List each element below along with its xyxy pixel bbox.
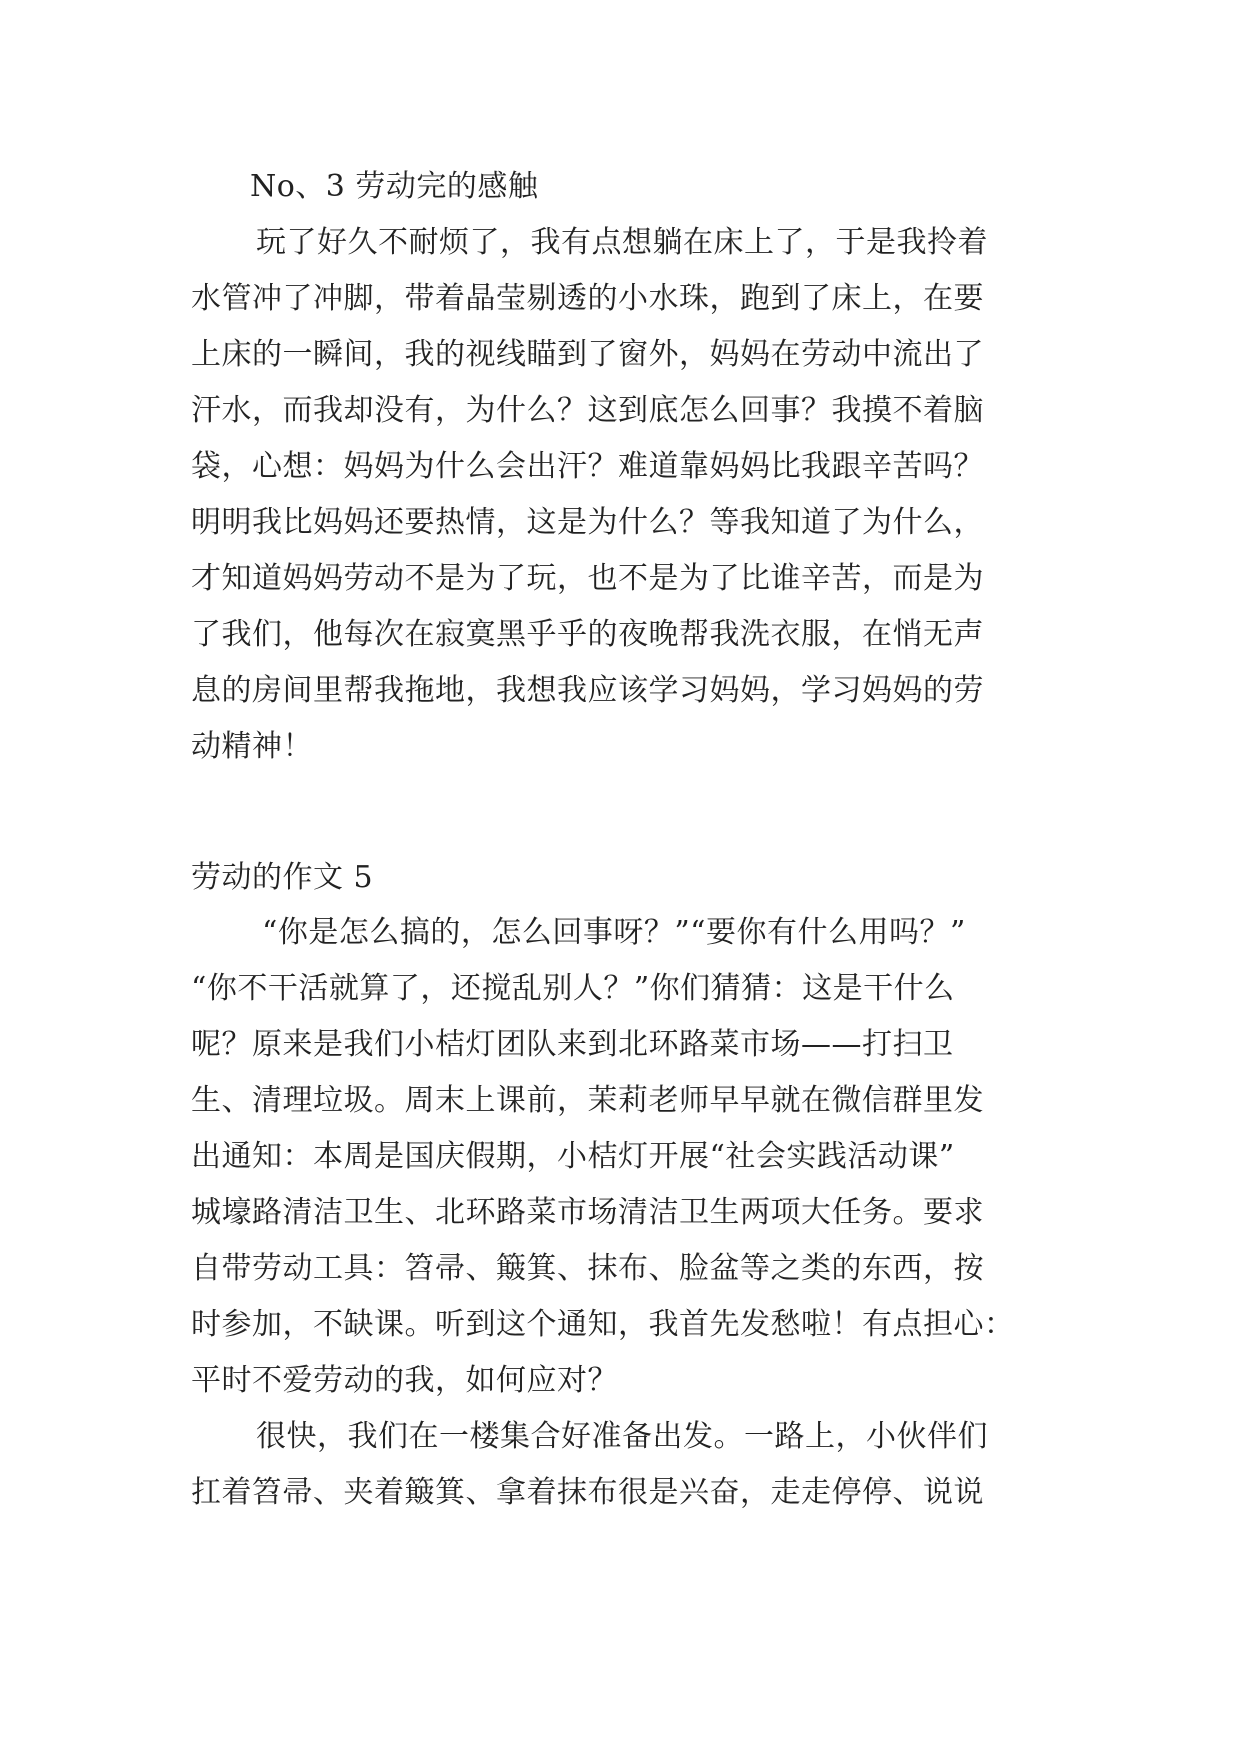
paragraph-line: 上床的一瞬间，我的视线瞄到了窗外，妈妈在劳动中流出了 <box>191 337 984 372</box>
paragraph-line: 动精神！ <box>191 729 313 764</box>
paragraph-line: 扛着笤帚、夹着簸箕、拿着抹布很是兴奋，走走停停、说说 <box>191 1475 984 1510</box>
paragraph-line: 很快，我们在一楼集合好准备出发。一路上，小伙伴们 <box>256 1419 988 1454</box>
paragraph-line: 袋，心想：妈妈为什么会出汗？难道靠妈妈比我跟辛苦吗？ <box>191 449 984 484</box>
paragraph-line: 息的房间里帮我拖地，我想我应该学习妈妈，学习妈妈的劳 <box>191 673 984 708</box>
paragraph-line: 汗水，而我却没有，为什么？这到底怎么回事？我摸不着脑 <box>191 393 984 428</box>
paragraph-line: “你是怎么搞的，怎么回事呀？”“要你有什么用吗？” <box>262 915 966 950</box>
paragraph-line: 平时不爱劳动的我，如何应对？ <box>191 1363 618 1398</box>
paragraph-line: 出通知：本周是国庆假期，小桔灯开展“社会实践活动课” <box>191 1139 955 1174</box>
section-heading: 劳动的作文 5 <box>191 860 374 895</box>
paragraph-line: 玩了好久不耐烦了，我有点想躺在床上了，于是我拎着 <box>256 225 988 260</box>
paragraph-line: 水管冲了冲脚，带着晶莹剔透的小水珠，跑到了床上，在要 <box>191 281 984 316</box>
paragraph-line: 生、清理垃圾。周末上课前，茉莉老师早早就在微信群里发 <box>191 1083 984 1118</box>
paragraph-line: 自带劳动工具：笤帚、簸箕、抹布、脸盆等之类的东西，按 <box>191 1251 984 1286</box>
paragraph-line: 才知道妈妈劳动不是为了玩，也不是为了比谁辛苦，而是为 <box>191 561 984 596</box>
paragraph-line: “你不干活就算了，还搅乱别人？”你们猜猜：这是干什么 <box>191 971 955 1006</box>
paragraph-line: 明明我比妈妈还要热情，这是为什么？等我知道了为什么， <box>191 505 984 540</box>
section-subtitle: No、3 劳动完的感触 <box>250 169 539 204</box>
paragraph-line: 了我们，他每次在寂寞黑乎乎的夜晚帮我洗衣服，在悄无声 <box>191 617 984 652</box>
paragraph-line: 时参加，不缺课。听到这个通知，我首先发愁啦！有点担心： <box>191 1307 1015 1342</box>
paragraph-line: 城壕路清洁卫生、北环路菜市场清洁卫生两项大任务。要求 <box>191 1195 984 1230</box>
paragraph-line: 呢？原来是我们小桔灯团队来到北环路菜市场——打扫卫 <box>191 1027 954 1062</box>
